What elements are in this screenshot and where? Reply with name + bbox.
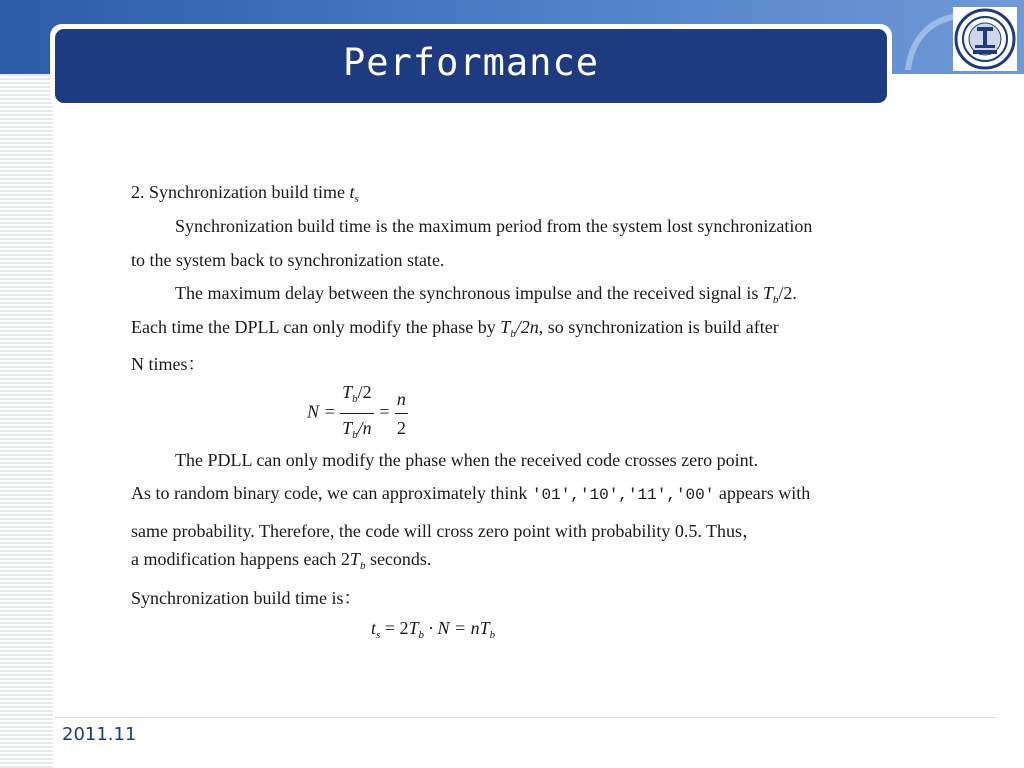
paragraph-line: The PDLL can only modify the phase when the received code crosses zero point. <box>175 450 759 470</box>
left-stripe-decoration <box>0 74 53 768</box>
fraction-tail: /2. <box>778 283 797 303</box>
b-subscript: b <box>418 629 424 641</box>
fraction-1 <box>340 378 374 449</box>
paragraph-line: N times： <box>131 354 206 374</box>
equation-lhs: N = <box>307 401 336 422</box>
footer-divider <box>54 717 996 718</box>
s-subscript: s <box>376 629 381 641</box>
equation-ts <box>371 618 495 641</box>
section-heading <box>131 182 359 205</box>
b-subscript: b <box>359 560 366 572</box>
denominator-two: 2 <box>396 418 406 438</box>
b-subscript: b <box>489 629 496 641</box>
denominator-tail: /n <box>357 418 372 438</box>
line-text-tail: seconds. <box>365 549 432 569</box>
numerator-subscript: b <box>352 393 358 405</box>
paragraph-line: same probability. Therefore, the code will cross zero point with probability 0.5. Thus， <box>131 521 761 541</box>
university-logo-icon <box>953 7 1017 71</box>
line-text: The maximum delay between the synchronous impulse and the received signal is <box>175 283 763 303</box>
decorative-arc <box>900 8 960 74</box>
tb-symbol: T <box>500 317 511 337</box>
title-bar <box>55 29 887 103</box>
equation-n <box>307 378 408 449</box>
numerator-tail: /2 <box>357 382 372 402</box>
paragraph-line: to the system back to synchronization state. <box>131 250 445 270</box>
line-text-tail: , so synchronization is build after <box>538 317 779 337</box>
heading-text: 2. Synchronization build time <box>131 182 350 202</box>
t-symbol: t <box>349 182 355 202</box>
line-text: As to random binary code, we can approximately think <box>131 483 532 503</box>
b-subscript: b <box>772 294 779 306</box>
tb-symbol: T <box>479 618 490 638</box>
paragraph-line: Synchronization build time is the maximum period from the system lost synchronization <box>175 216 813 236</box>
line-text: Each time the DPLL can only modify the phase by <box>131 317 501 337</box>
paragraph-line <box>131 483 810 504</box>
paragraph-line: Synchronization build time is： <box>131 588 362 608</box>
numerator-n: n <box>395 385 408 414</box>
binary-codes: '01','10','11','00' <box>531 486 715 504</box>
denominator-symbol: T <box>342 418 353 438</box>
denominator-subscript: b <box>352 429 358 441</box>
paragraph-line <box>131 549 431 572</box>
fraction-tail: /2n <box>515 317 539 337</box>
equation-product: · N = n <box>423 618 480 638</box>
slide-title: Performance <box>342 40 600 84</box>
paragraph-line <box>131 317 779 340</box>
tb-symbol: T <box>408 618 419 638</box>
paragraph-line <box>175 283 797 306</box>
s-subscript: s <box>354 193 359 205</box>
tb-symbol: T <box>349 549 360 569</box>
equation-mid: = 2 <box>380 618 409 638</box>
equals-sign: = <box>378 401 391 422</box>
footer-date: 2011.11 <box>62 724 137 745</box>
fraction-2 <box>395 385 408 442</box>
numerator-symbol: T <box>342 382 353 402</box>
line-text: a modification happens each 2 <box>131 549 350 569</box>
b-subscript: b <box>510 328 516 340</box>
ts-symbol: t <box>371 618 377 638</box>
line-text-tail: appears with <box>714 483 811 503</box>
tb-symbol: T <box>762 283 773 303</box>
